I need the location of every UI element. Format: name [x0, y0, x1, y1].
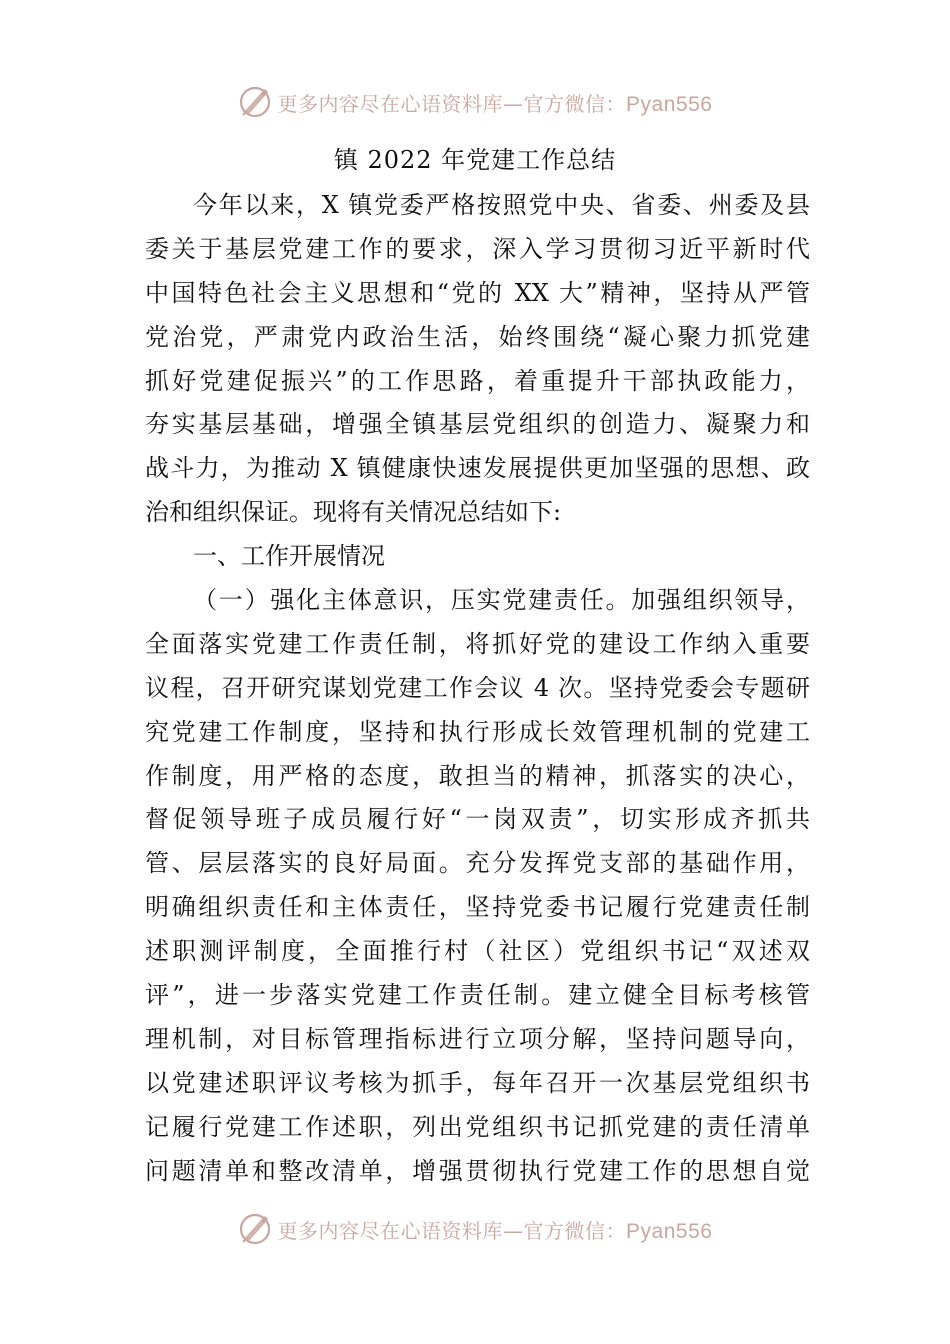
text-line: 抓好党建促振兴”的工作思路，着重提升干部执政能力， — [145, 366, 810, 395]
pen-logo-icon — [238, 1212, 272, 1246]
subsection-heading: （一）强化主体意识，压实党建责任。加强组织领导， — [193, 586, 810, 615]
watermark-text: 更多内容尽在心语资料库—官方微信：Pyan556 — [277, 91, 713, 116]
text-line: 管、层层落实的良好局面。充分发挥党支部的基础作用， — [145, 849, 810, 878]
watermark-text: 更多内容尽在心语资料库—官方微信：Pyan556 — [277, 1218, 713, 1243]
text-line: 督促领导班子成员履行好“一岗双责”，切实形成齐抓共 — [145, 805, 810, 834]
text-line: 理机制，对目标管理指标进行立项分解，坚持问题导向， — [145, 1024, 810, 1053]
text-line: 作制度，用严格的态度，敢担当的精神，抓落实的决心， — [145, 761, 810, 790]
text-line: 以党建述职评议考核为抓手，每年召开一次基层党组织书 — [145, 1068, 810, 1097]
text-line: 治和组织保证。现将有关情况总结如下: — [145, 498, 562, 527]
text-line: 党治党，严肃党内政治生活，始终围绕“凝心聚力抓党建 — [145, 322, 810, 351]
text-line: 战斗力，为推动 X 镇健康快速发展提供更加坚强的思想、政 — [145, 454, 810, 483]
text-line: 中国特色社会主义思想和“党的 XX 大”精神，坚持从严管 — [145, 278, 810, 307]
text-line: 究党建工作制度，坚持和执行形成长效管理机制的党建工 — [145, 717, 810, 746]
watermark-footer — [0, 1207, 950, 1251]
text-line: 全面落实党建工作责任制，将抓好党的建设工作纳入重要 — [145, 629, 810, 658]
text-line: 明确组织责任和主体责任，坚持党委书记履行党建责任制 — [145, 893, 810, 922]
text-line: 议程，召开研究谋划党建工作会议 4 次。坚持党委会专题研 — [145, 673, 810, 702]
text-line: 记履行党建工作述职，列出党组织书记抓党建的责任清单 — [145, 1112, 810, 1141]
text-line: 委关于基层党建工作的要求，深入学习贯彻习近平新时代 — [145, 234, 810, 263]
text-line: 今年以来，X 镇党委严格按照党中央、省委、州委及县 — [193, 191, 810, 219]
document-body — [145, 184, 810, 1193]
text-line: 夯实基层基础，增强全镇基层党组织的创造力、凝聚力和 — [145, 410, 810, 439]
text-line: 评”，进一步落实党建工作责任制。建立健全目标考核管 — [145, 981, 810, 1010]
watermark-header — [0, 80, 950, 124]
pen-logo-icon — [238, 85, 272, 119]
document-title: 镇 2022 年党建工作总结 — [333, 146, 617, 174]
section-heading: 一、工作开展情况 — [193, 542, 385, 571]
text-line: 述职测评制度，全面推行村（社区）党组织书记“双述双 — [145, 937, 810, 966]
text-line: 问题清单和整改清单，增强贯彻执行党建工作的思想自觉 — [145, 1156, 810, 1185]
